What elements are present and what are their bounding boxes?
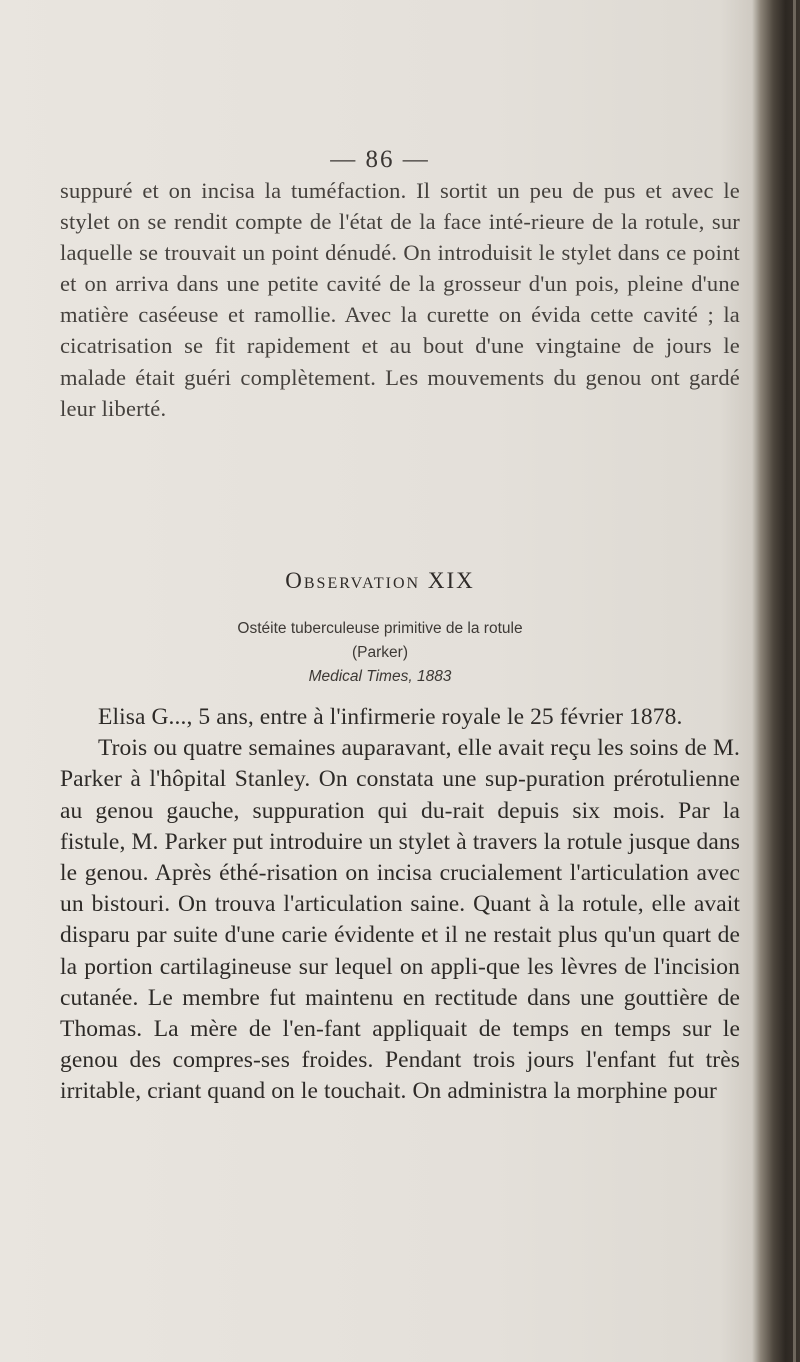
paragraph-text: suppuré et on incisa la tuméfaction. Il sortit un peu de pus et avec le stylet on se rendit compte de l'état de la face inté-rieure de la rotule, sur laquelle se trouvait un point dénudé. On introduisit le stylet dans ce point et on arriva dans une petite cavité de la grosseur d'un pois, pleine d'une matière caséeuse et ramollie. Avec la curette on évida cette cavité ; la cicatrisation se fit rapidement et au bout d'une vingtaine de jours le malade était guéri complètement. Les mouvements du genou ont gardé leur liberté. <box>60 178 740 421</box>
page-number: — 86 — <box>330 146 430 173</box>
paragraph-continued <box>60 175 740 424</box>
observation-title: Observation XIX <box>285 568 475 593</box>
paragraph-text: Trois ou quatre semaines auparavant, elle avait reçu les soins de M. Parker à l'hôpital Stanley. On constata une sup-puration prérotulienne au genou gauche, suppuration qui du-rait depuis six mois. Par la fistule, M. Parker put introduire un stylet à travers la rotule jusque dans le genou. Après éthé-risation on incisa crucialement l'articulation avec un bistouri. On trouva l'articulation saine. Quant à la rotule, elle avait disparu par suite d'une carie évidente et il ne restait plus qu'un quart de la portion cartilagineuse sur lequel on appli-que les lèvres de l'incision cutanée. Le membre fut maintenu en rectitude dans une gouttière de Thomas. La mère de l'en-fant appliquait de temps en temps sur le genou des compres-ses froides. Pendant trois jours l'enfant fut très irritable, criant quand on le touchait. On administra la morphine pour <box>60 735 740 1105</box>
observation-body <box>60 702 740 1108</box>
observation-subtitle: Ostéite tuberculeuse primitive de la rotule <box>237 620 523 637</box>
paragraph-text: Elisa G..., 5 ans, entre à l'infirmerie royale le 25 février 1878. <box>98 704 683 730</box>
observation-author: (Parker) <box>352 644 408 661</box>
observation-source: Medical Times, 1883 <box>308 668 452 685</box>
